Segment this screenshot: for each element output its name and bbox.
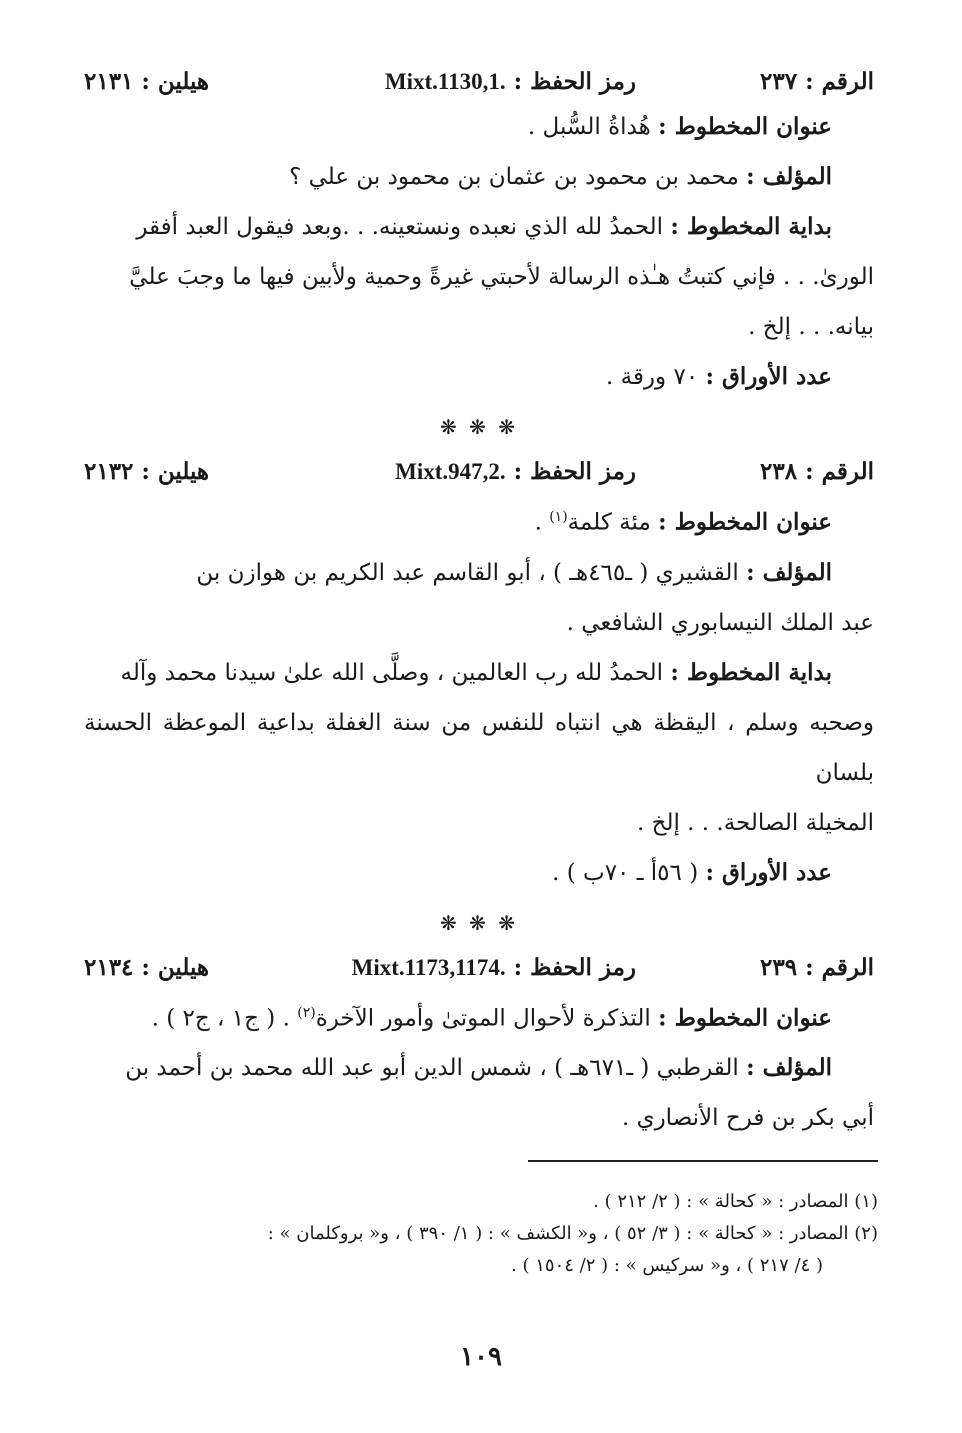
footnote-1: (١) المصادر : « كحالة » : ( ٢/ ٢١٢ ) . bbox=[593, 1191, 878, 1212]
leaves-value: ( ٥٦أ ـ ٧٠ب ) . bbox=[552, 859, 699, 886]
entry-header bbox=[84, 62, 874, 102]
incipit-text: الحمدُ لله رب العالمين ، وصلَّى الله علىٰ سيدنا محمد وآله bbox=[120, 659, 664, 686]
shelf-code: Mixt.1130,1. bbox=[384, 69, 506, 94]
incipit-line: بيانه. . . إلخ . bbox=[748, 314, 874, 340]
shelf-mark bbox=[352, 954, 636, 981]
author-value: القشيري ( ـ٤٦٥هـ ) ، أبو القاسم عبد الكريم بن هوازن بن bbox=[196, 559, 739, 586]
entry-header bbox=[84, 948, 874, 988]
author-value: محمد بن محمود بن عثمان بن محمود بن علي ؟ bbox=[289, 164, 739, 190]
shelf-code: Mixt.1173,1174. bbox=[351, 954, 506, 980]
incipit-line bbox=[84, 648, 874, 698]
incipit-text: الحمدُ لله الذي نعبده ونستعينه. . .وبعد فيقول العبد أفقر bbox=[136, 214, 664, 240]
footnote-2: (٢) المصادر : « كحالة » : ( ٣/ ٥٢ ) ، و« الكشف » : ( ١/ ٣٩٠ ) ، و« بروكلمان » : bbox=[267, 1223, 878, 1244]
entry-number: الرقم : ٢٣٧ bbox=[760, 68, 874, 95]
incipit-label: بداية المخطوط : bbox=[670, 658, 832, 686]
leaves-label: عدد الأوراق : bbox=[705, 363, 832, 390]
title-label: عنوان المخطوط : bbox=[658, 508, 832, 536]
author-label: المؤلف : bbox=[746, 1054, 832, 1082]
author-line: عبد الملك النيسابوري الشافعي . bbox=[566, 609, 874, 636]
haylin-number: هيلين : ٢١٣١ bbox=[84, 68, 210, 95]
shelf-label: رمز الحفظ : bbox=[513, 953, 636, 981]
incipit-line bbox=[84, 202, 874, 252]
title-end: . ( ج١ ، ج٢ ) . bbox=[151, 1005, 298, 1032]
leaves-line bbox=[84, 848, 874, 898]
title-label: عنوان المخطوط : bbox=[658, 113, 832, 140]
author-label: المؤلف : bbox=[746, 163, 832, 190]
footnote-2-continued: ( ٤/ ٢١٧ ) ، و« سركيس » : ( ٢/ ١٥٠٤ ) . bbox=[511, 1255, 823, 1276]
author-line: أبي بكر بن فرح الأنصاري . bbox=[621, 1105, 874, 1132]
author-value: القرطبي ( ـ٦٧١هـ ) ، شمس الدين أبو عبد الله محمد بن أحمد بن bbox=[125, 1055, 739, 1082]
entry-number: الرقم : ٢٣٩ bbox=[760, 953, 874, 981]
title-line bbox=[84, 102, 874, 152]
footnote-divider bbox=[528, 1160, 878, 1162]
title-value: هُداةُ السُّبل . bbox=[527, 114, 651, 140]
leaves-line bbox=[84, 352, 874, 402]
incipit-line: المخيلة الصالحة. . . إلخ . bbox=[636, 809, 874, 836]
incipit-line: وصحبه وسلم ، اليقظة هي انتباه للنفس من سنة الغفلة بداعية الموعظة الحسنة بلسان bbox=[84, 709, 874, 786]
shelf-mark bbox=[385, 68, 636, 95]
page-body bbox=[84, 62, 874, 1143]
section-separator: ❋ ❋ ❋ bbox=[440, 910, 518, 935]
haylin-number: هيلين : ٢١٣٢ bbox=[84, 458, 210, 485]
author-line bbox=[84, 1043, 874, 1093]
entry-number: الرقم : ٢٣٨ bbox=[760, 458, 874, 485]
title-line bbox=[84, 988, 874, 1044]
incipit-line: الورىٰ. . . فإني كتبتُ هـٰذه الرسالة لأحبتي غيرةً وحمية ولأبين فيها ما وجبَ عليَّ bbox=[129, 264, 874, 290]
shelf-code: Mixt.947,2. bbox=[395, 459, 506, 484]
author-line bbox=[84, 548, 874, 598]
title-value: التذكرة لأحوال الموتىٰ وأمور الآخرة bbox=[315, 1005, 651, 1032]
entry-header bbox=[84, 452, 874, 492]
title-end: . bbox=[534, 509, 550, 536]
shelf-label: رمز الحفظ : bbox=[513, 458, 636, 485]
page-number: ١٠٩ bbox=[460, 1342, 502, 1372]
haylin-number: هيلين : ٢١٣٤ bbox=[84, 953, 210, 981]
author-line bbox=[84, 152, 874, 202]
leaves-value: ٧٠ ورقة . bbox=[605, 364, 699, 390]
incipit-label: بداية المخطوط : bbox=[670, 213, 832, 240]
author-label: المؤلف : bbox=[746, 558, 832, 586]
shelf-label: رمز الحفظ : bbox=[513, 68, 636, 95]
section-separator: ❋ ❋ ❋ bbox=[440, 415, 518, 439]
footnotes bbox=[88, 1186, 878, 1282]
footnote-ref[interactable]: (٢) bbox=[297, 1004, 316, 1021]
title-label: عنوان المخطوط : bbox=[658, 1004, 832, 1032]
title-value: مئة كلمة bbox=[567, 509, 651, 536]
title-line bbox=[84, 492, 874, 548]
leaves-label: عدد الأوراق : bbox=[705, 858, 832, 886]
footnote-ref[interactable]: (١) bbox=[549, 509, 568, 525]
shelf-mark bbox=[395, 458, 636, 485]
